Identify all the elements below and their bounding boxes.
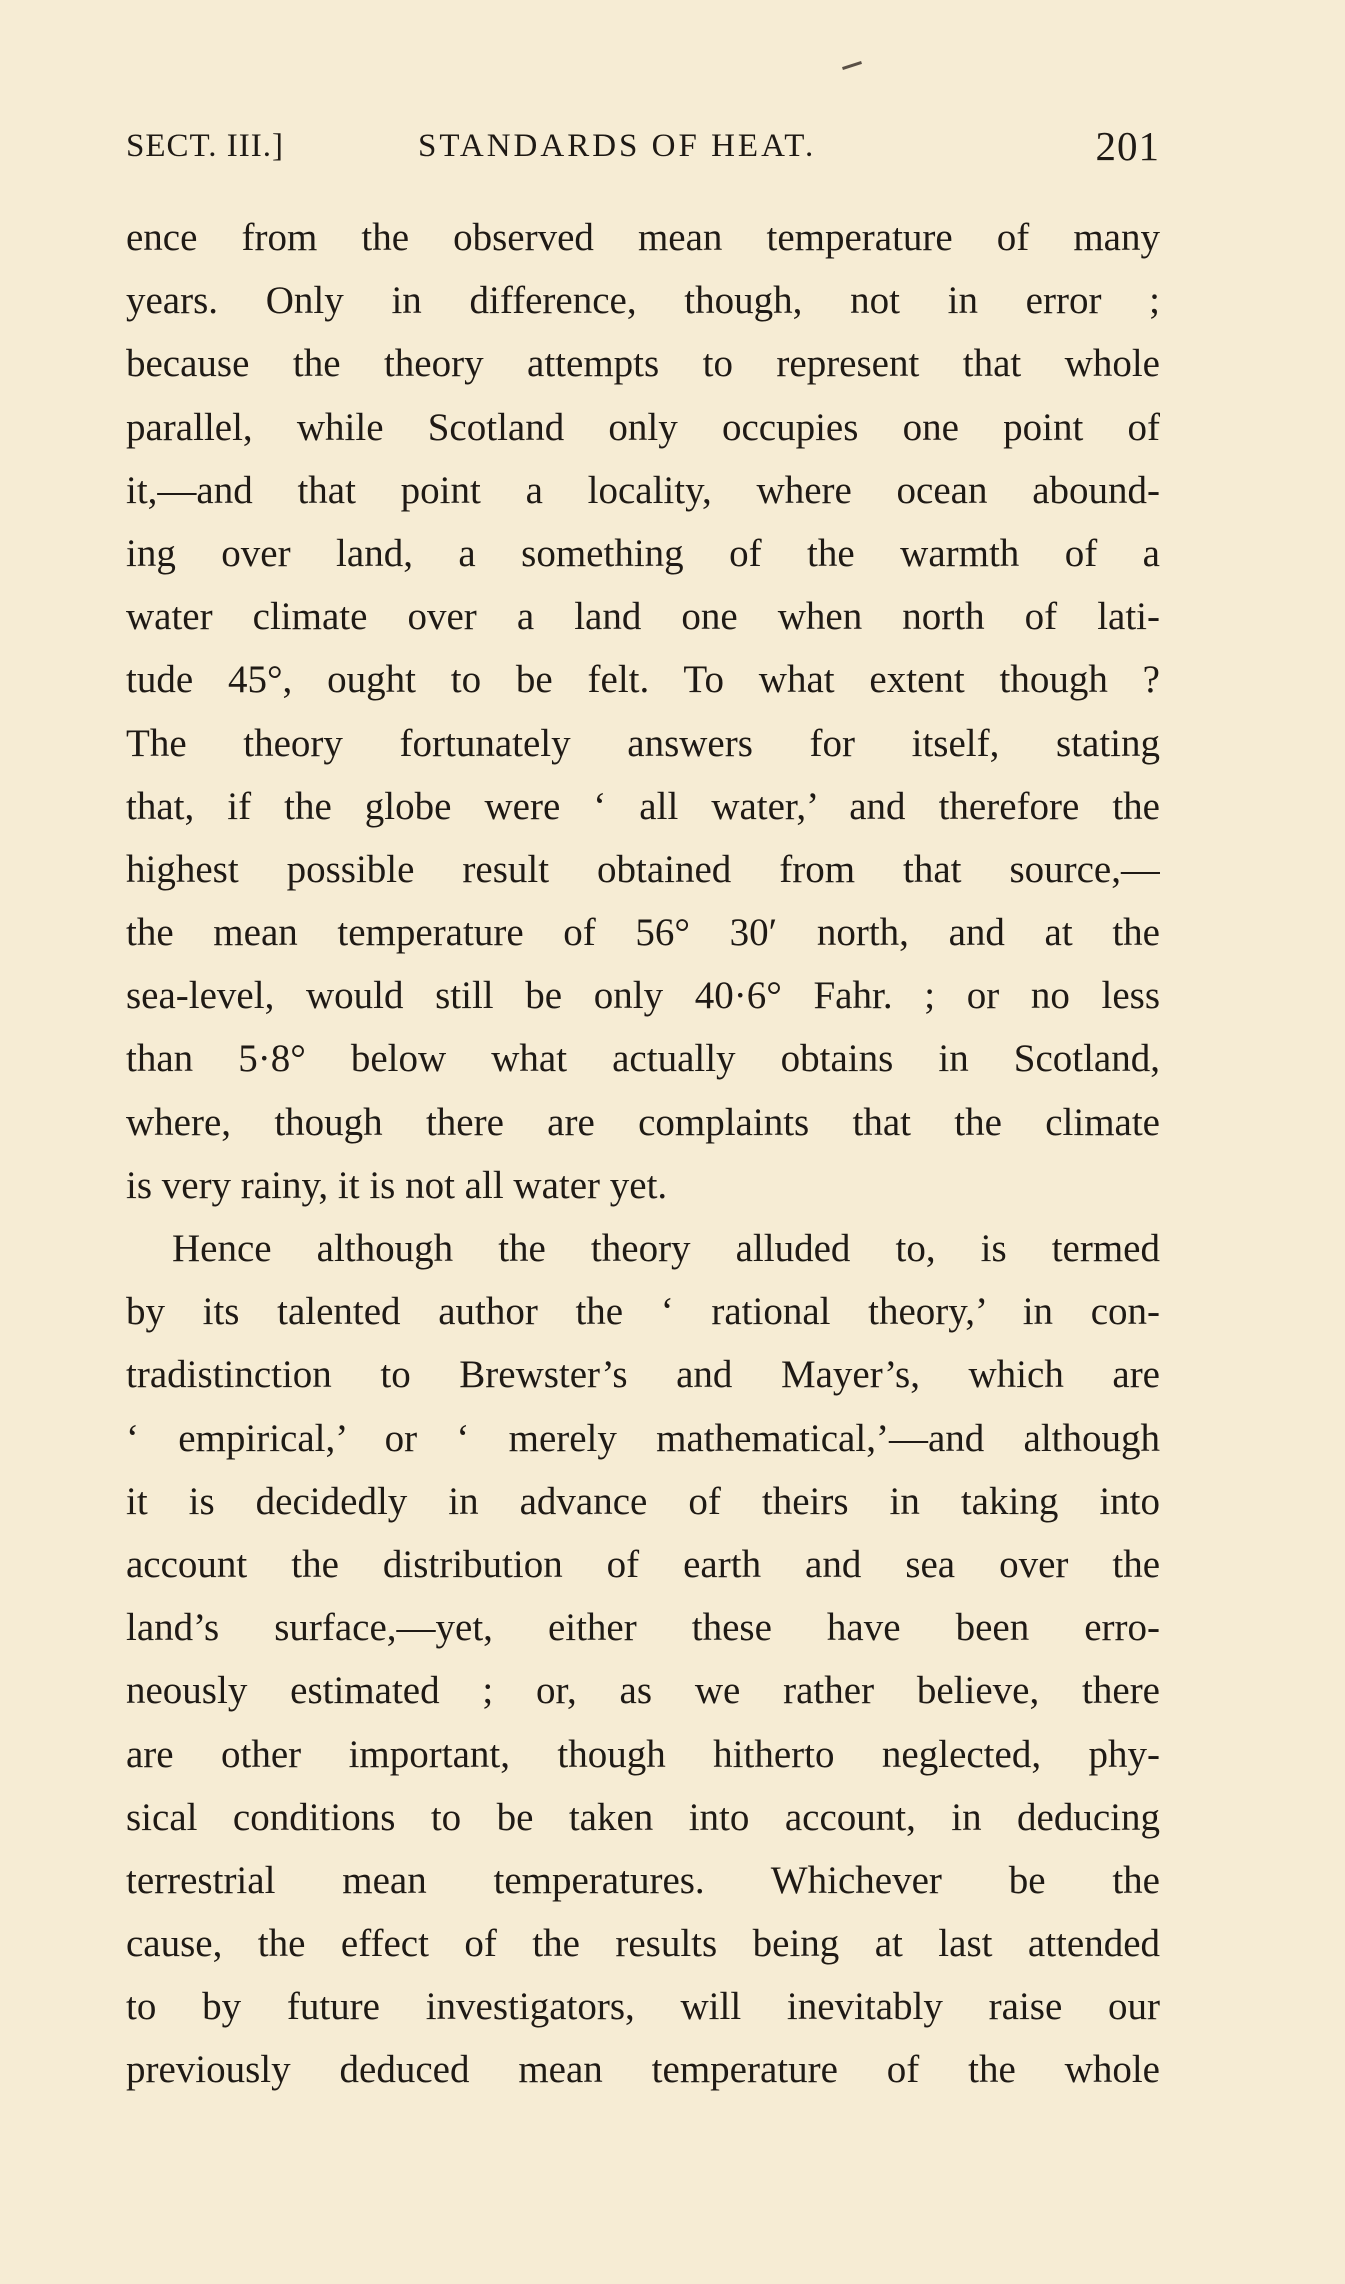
text-line: that, if the globe were ‘ all water,’ and therefore the [126,784,1160,828]
text-line: are other important, though hitherto neglected, phy- [126,1732,1160,1776]
text-line: by its talented author the ‘ rational theory,’ in con- [126,1290,1160,1334]
running-title: STANDARDS OF HEAT. [418,128,817,164]
section-label: SECT. III.] [126,128,284,164]
text-line: terrestrial mean temperatures. Whichever be the [126,1858,1160,1902]
page-number: 201 [1095,123,1160,169]
text-line: the mean temperature of 56° 30′ north, and at the [126,911,1160,955]
text-line: water climate over a land one when north of lati- [126,595,1160,639]
text-line: ence from the observed mean temperature of many [126,216,1160,259]
text-line: years. Only in difference, though, not in error ; [126,279,1160,323]
text-line: The theory fortunately answers for itself, stating [126,721,1160,765]
paragraph-start-line: Hence although the theory alluded to, is termed [172,1227,1160,1270]
text-line: because the theory attempts to represent that whole [126,342,1160,386]
running-header [126,122,1160,172]
text-line: land’s surface,—yet, either these have been erro- [126,1606,1160,1650]
text-line: where, though there are complaints that the climate [126,1100,1160,1144]
stray-mark [842,61,862,70]
paragraph-end-line: is very rainy, it is not all water yet. [126,1163,668,1207]
text-line: ‘ empirical,’ or ‘ merely mathematical,’—and although [126,1416,1160,1460]
text-line: previously deduced mean temperature of the whole [126,2048,1160,2092]
body-text [126,206,1160,2102]
text-line: tradistinction to Brewster’s and Mayer’s, which are [126,1353,1160,1397]
text-line: to by future investigators, will inevitably raise our [126,1985,1160,2029]
text-line: ing over land, a something of the warmth of a [126,531,1160,575]
text-line: it,—and that point a locality, where ocean abound- [126,468,1160,512]
text-line: account the distribution of earth and sea over the [126,1542,1160,1586]
text-line: sea-level, would still be only 40·6° Fahr. ; or no less [126,974,1160,1018]
text-line: than 5·8° below what actually obtains in Scotland, [126,1037,1160,1081]
text-line: it is decidedly in advance of theirs in taking into [126,1479,1160,1523]
text-line: sical conditions to be taken into account, in deducing [126,1795,1160,1839]
text-line: highest possible result obtained from that source,— [126,847,1160,891]
text-line: parallel, while Scotland only occupies one point of [126,405,1160,449]
text-line: neously estimated ; or, as we rather believe, there [126,1669,1160,1713]
text-line: tude 45°, ought to be felt. To what extent though ? [126,658,1160,702]
text-line: cause, the effect of the results being at last attended [126,1922,1160,1966]
